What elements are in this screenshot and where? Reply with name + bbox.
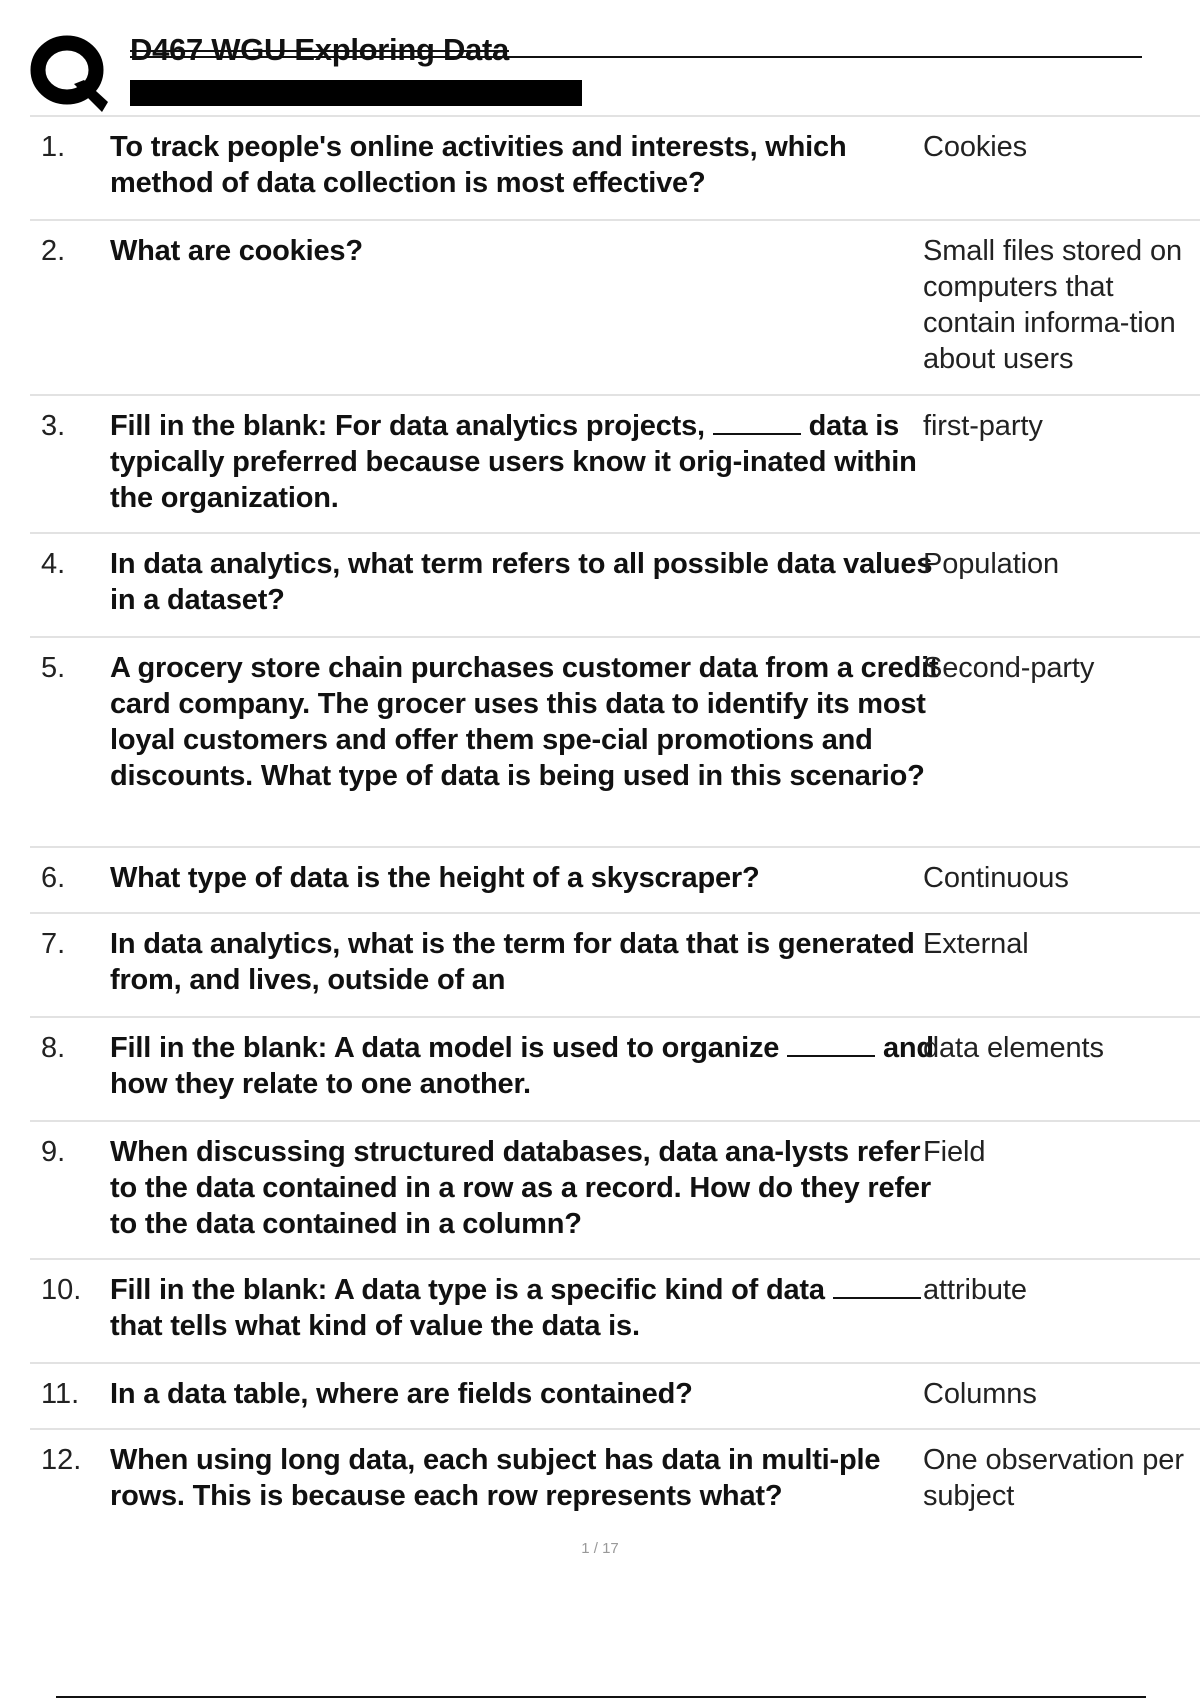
title-rule (130, 56, 1142, 58)
qa-row (30, 1018, 1200, 1122)
question-text-part: What are cookies? (110, 235, 363, 267)
redaction-bar (130, 80, 582, 106)
answer-text: Columns (923, 1378, 1037, 1410)
qa-row (30, 638, 1200, 848)
question-text (110, 1134, 945, 1242)
question-text-part: Fill in the blank: A data type is a specific kind of data (110, 1274, 833, 1306)
question-text-part: To track people's online activities and interests, which method of data collection is most effective? (110, 131, 847, 199)
question-text (110, 860, 945, 896)
question-text (110, 233, 945, 269)
question-number: 6. (41, 862, 66, 894)
question-text (110, 408, 945, 516)
qa-row (30, 914, 1200, 1018)
question-text-part: In a data table, where are fields contained? (110, 1378, 693, 1410)
question-text-part: data is typically preferred because users know it orig-inated within the organization. (110, 410, 917, 514)
question-text (110, 129, 945, 201)
qa-row (30, 848, 1200, 914)
question-number: 10. (41, 1274, 82, 1306)
question-text (110, 546, 945, 618)
question-number: 12. (41, 1444, 82, 1476)
qa-table (30, 115, 1200, 1530)
answer-text: Continuous (923, 862, 1069, 894)
question-text-part: When using long data, each subject has data in multi-ple rows. This is because each row represents what? (110, 1444, 881, 1512)
question-text-part: In data analytics, what term refers to all possible data values in a dataset? (110, 548, 933, 616)
answer-text: attribute (923, 1274, 1027, 1306)
q-logo-icon (30, 32, 108, 112)
qa-row (30, 117, 1200, 221)
answer-text: data elements (923, 1032, 1104, 1064)
question-text (110, 1030, 945, 1102)
qa-row (30, 1364, 1200, 1430)
fill-in-blank (713, 409, 801, 435)
answer-text: Second-party (923, 652, 1095, 684)
qa-row (30, 1122, 1200, 1260)
bottom-rule (56, 1696, 1146, 1698)
qa-row (30, 1260, 1200, 1364)
answer-text: Population (923, 548, 1060, 580)
qa-row (30, 221, 1200, 396)
question-text-part: When discussing structured databases, data ana-lysts refer to the data contained in a row as a record. How do they refer to the data contained in a column? (110, 1136, 931, 1240)
question-text (110, 926, 945, 998)
answer-text: first-party (923, 410, 1043, 442)
question-number: 11. (41, 1378, 80, 1410)
question-text-part: A grocery store chain purchases customer data from a credit card company. The grocer uses this data to identify its most loyal customers and offer them spe-cial promotions and discounts. What type of data is being used in this scenario? (110, 652, 939, 792)
fill-in-blank (787, 1031, 875, 1057)
page-number: 1 / 17 (581, 1540, 619, 1557)
question-text (110, 1376, 945, 1412)
fill-in-blank (833, 1273, 921, 1299)
question-text-part: In data analytics, what is the term for data that is generated from, and lives, outside of an (110, 928, 915, 996)
qa-row (30, 1430, 1200, 1530)
qa-row (30, 534, 1200, 638)
question-number: 4. (41, 548, 66, 580)
question-text (110, 1272, 945, 1344)
question-text (110, 650, 945, 794)
answer-text: Cookies (923, 131, 1028, 163)
question-text-part: Fill in the blank: For data analytics projects, (110, 410, 713, 442)
question-number: 5. (41, 652, 66, 684)
question-number: 2. (41, 235, 66, 267)
answer-text: Small files stored on computers that contain informa-tion about users (923, 235, 1183, 375)
question-text-part: What type of data is the height of a skyscraper? (110, 862, 760, 894)
question-text-part: Fill in the blank: A data model is used to organize (110, 1032, 788, 1064)
question-number: 9. (41, 1136, 66, 1168)
question-text-part: that tells what kind of value the data is. (110, 1310, 640, 1342)
answer-text: One observation per subject (923, 1444, 1184, 1512)
question-text (110, 1442, 945, 1514)
answer-text: Field (923, 1136, 986, 1168)
question-number: 8. (41, 1032, 66, 1064)
qa-row (30, 396, 1200, 534)
question-number: 1. (41, 131, 66, 163)
question-number: 7. (41, 928, 66, 960)
answer-text: External (923, 928, 1029, 960)
question-text-part: and how they relate to one another. (110, 1032, 934, 1100)
document-title: D467 WGU Exploring Data (130, 32, 509, 67)
question-number: 3. (41, 410, 66, 442)
